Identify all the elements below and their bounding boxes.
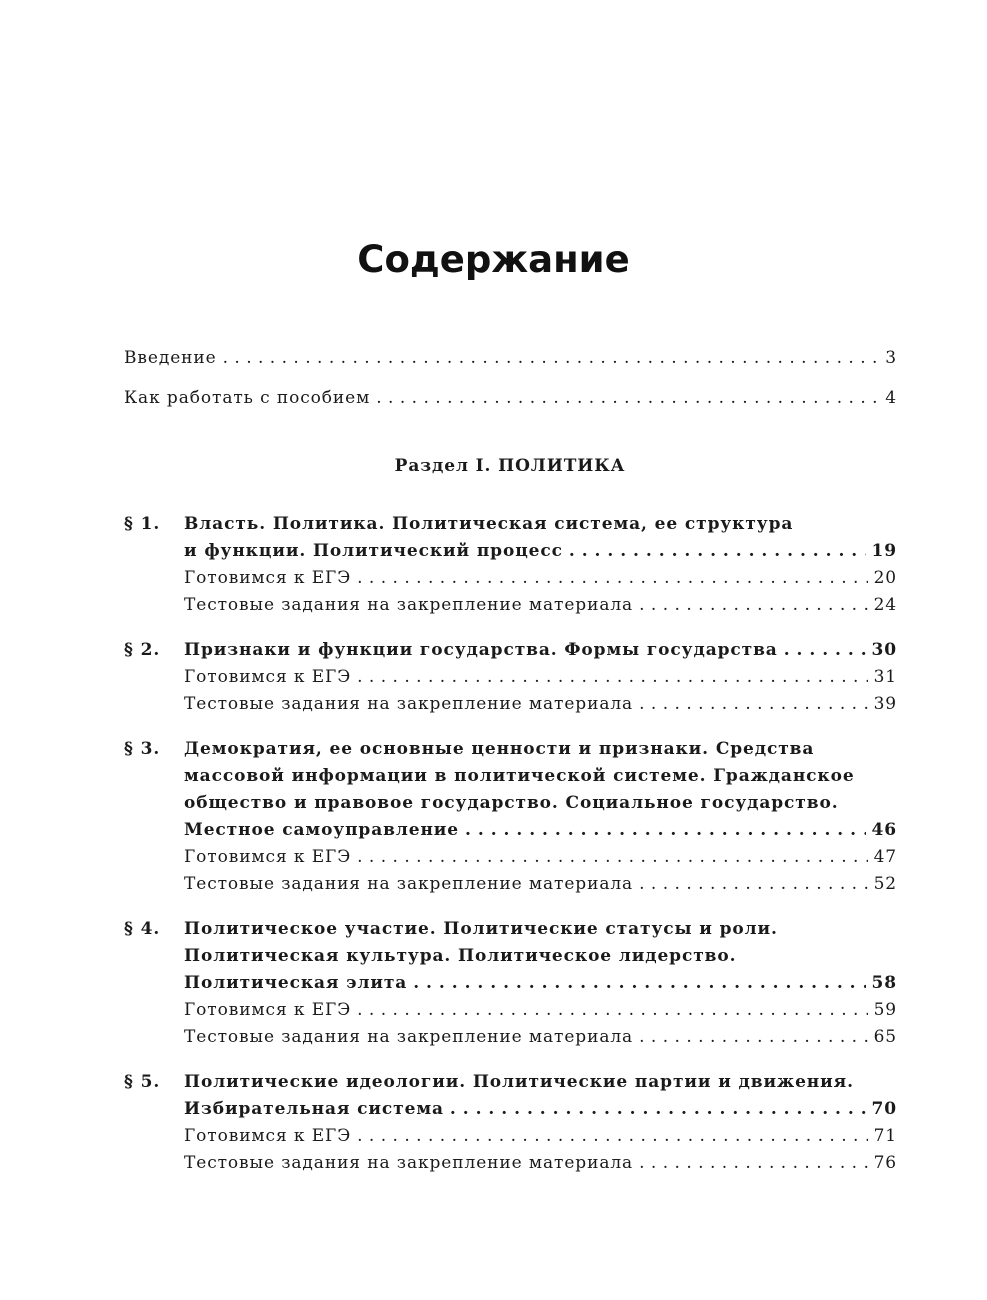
toc-entry-sub[interactable] — [184, 1125, 897, 1147]
section-title-line: общество и правовое государство. Социальное государство. — [184, 793, 839, 813]
section-title-line: массовой информации в политической системе. Гражданское — [184, 766, 855, 786]
toc-entry-section-1[interactable] — [184, 540, 897, 562]
section-number: § 3. — [124, 739, 161, 759]
toc-leader — [465, 819, 866, 841]
toc-leader — [639, 693, 867, 715]
toc-entry-label: Готовимся к ЕГЭ — [184, 568, 352, 588]
toc-entry-label: Готовимся к ЕГЭ — [184, 1000, 352, 1020]
part-title: Раздел I. ПОЛИТИКА — [394, 456, 626, 476]
section-title-line: Власть. Политика. Политическая система, ее структура — [184, 514, 794, 534]
toc-entry-intro[interactable] — [124, 347, 897, 369]
toc-entry-section-5[interactable] — [184, 1098, 897, 1120]
toc-entry-label: Местное самоуправление — [184, 820, 460, 840]
toc-page-number: 19 — [871, 541, 897, 561]
toc-entry-label: Избирательная система — [184, 1099, 444, 1119]
toc-entry-label: Политическая элита — [184, 973, 408, 993]
toc-entry-sub[interactable] — [184, 693, 897, 715]
toc-leader — [357, 1125, 867, 1147]
toc-leader — [784, 639, 866, 661]
toc-entry-section-4[interactable] — [184, 972, 897, 994]
toc-leader — [223, 347, 880, 369]
toc-entry-sub[interactable] — [184, 999, 897, 1021]
toc-entry-label: и функции. Политический процесс — [184, 541, 563, 561]
toc-leader — [639, 1152, 867, 1174]
toc-page-number: 31 — [873, 667, 897, 687]
section-title-line: Демократия, ее основные ценности и признаки. Средства — [184, 739, 815, 759]
toc-entry-sub[interactable] — [184, 846, 897, 868]
section-number: § 4. — [124, 919, 161, 939]
toc-leader — [639, 873, 867, 895]
section-number: § 5. — [124, 1072, 161, 1092]
toc-page-number: 20 — [873, 568, 897, 588]
toc-page-number: 30 — [871, 640, 897, 660]
toc-page-number: 4 — [885, 388, 897, 408]
toc-page-number: 71 — [873, 1126, 897, 1146]
toc-entry-label: Готовимся к ЕГЭ — [184, 847, 352, 867]
toc-leader — [450, 1098, 866, 1120]
toc-page-number: 24 — [873, 595, 897, 615]
toc-entry-label: Тестовые задания на закрепление материала — [184, 694, 634, 714]
toc-entry-label: Готовимся к ЕГЭ — [184, 1126, 352, 1146]
page-title: Содержание — [357, 238, 630, 281]
toc-leader — [357, 846, 867, 868]
toc-entry-sub[interactable] — [184, 1152, 897, 1174]
toc-entry-sub[interactable] — [184, 666, 897, 688]
toc-leader — [639, 594, 867, 616]
toc-leader — [357, 567, 867, 589]
toc-page-number: 3 — [885, 348, 897, 368]
toc-entry-section-2[interactable] — [184, 639, 897, 661]
toc-entry-label: Введение — [124, 348, 217, 368]
toc-leader — [569, 540, 866, 562]
toc-leader — [639, 1026, 867, 1048]
section-number: § 2. — [124, 640, 161, 660]
toc-page-number: 47 — [873, 847, 897, 867]
toc-page-number: 58 — [871, 973, 897, 993]
section-title-line: Политическая культура. Политическое лидерство. — [184, 946, 737, 966]
toc-entry-label: Тестовые задания на закрепление материала — [184, 874, 634, 894]
toc-leader — [376, 387, 879, 409]
section-number: § 1. — [124, 514, 161, 534]
toc-entry-section-3[interactable] — [184, 819, 897, 841]
section-title-line: Политическое участие. Политические статусы и роли. — [184, 919, 778, 939]
toc-entry-label: Признаки и функции государства. Формы государства — [184, 640, 778, 660]
toc-entry-label: Тестовые задания на закрепление материала — [184, 1153, 634, 1173]
toc-entry-sub[interactable] — [184, 1026, 897, 1048]
toc-entry-how-to-use[interactable] — [124, 387, 897, 409]
section-title-line: Политические идеологии. Политические партии и движения. — [184, 1072, 854, 1092]
toc-page-number: 46 — [871, 820, 897, 840]
toc-page-number: 70 — [871, 1099, 897, 1119]
toc-page-number: 76 — [873, 1153, 897, 1173]
toc-page-number: 52 — [873, 874, 897, 894]
toc-entry-sub[interactable] — [184, 567, 897, 589]
toc-entry-label: Готовимся к ЕГЭ — [184, 667, 352, 687]
toc-leader — [413, 972, 865, 994]
toc-entry-sub[interactable] — [184, 594, 897, 616]
toc-page-number: 59 — [873, 1000, 897, 1020]
toc-leader — [357, 666, 867, 688]
toc-entry-label: Тестовые задания на закрепление материала — [184, 1027, 634, 1047]
toc-leader — [357, 999, 867, 1021]
toc-page-number: 39 — [873, 694, 897, 714]
toc-entry-sub[interactable] — [184, 873, 897, 895]
toc-page-number: 65 — [873, 1027, 897, 1047]
toc-entry-label: Тестовые задания на закрепление материала — [184, 595, 634, 615]
toc-entry-label: Как работать с пособием — [124, 388, 371, 408]
